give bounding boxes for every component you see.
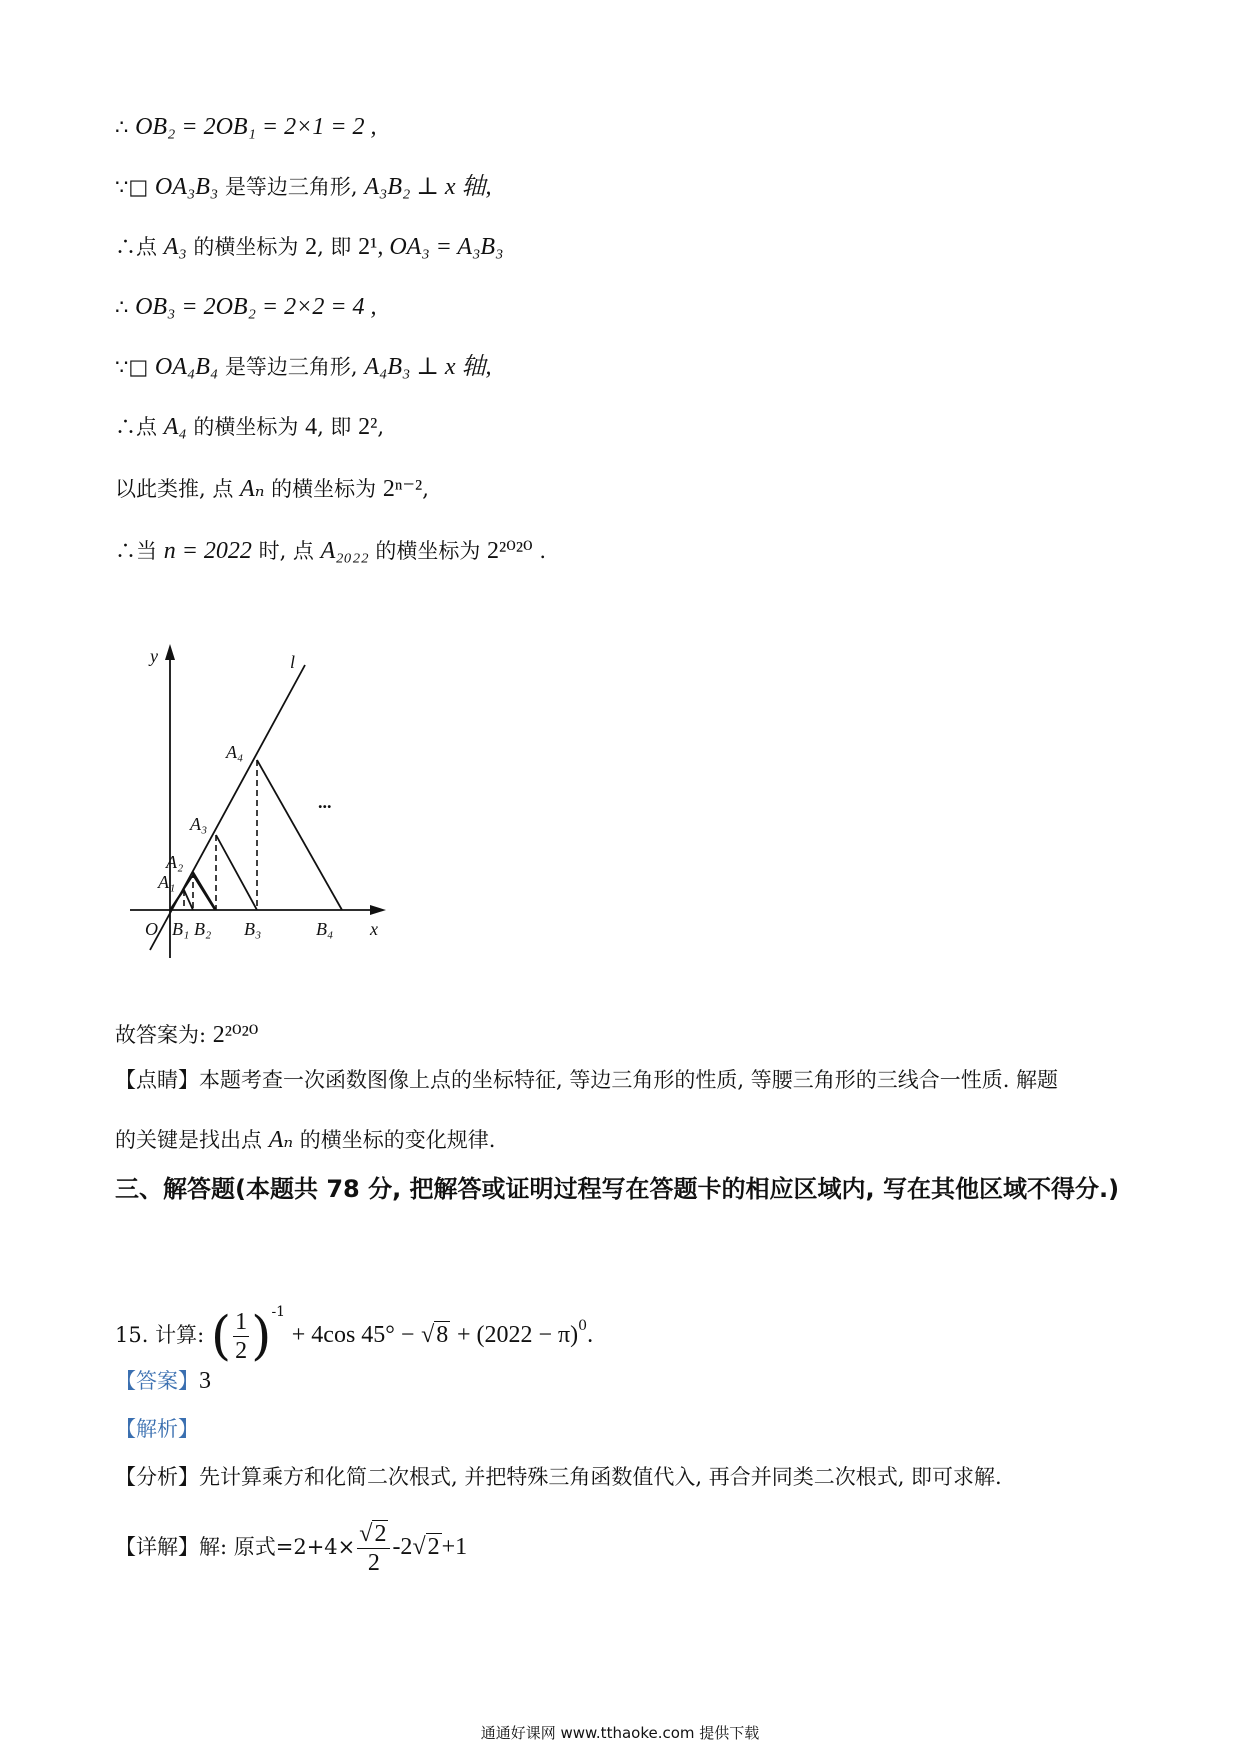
point-word: 点	[136, 415, 157, 439]
detail-tag: 【详解】	[115, 1535, 199, 1559]
therefore-symbol: ∴	[115, 295, 129, 319]
equation-text: , OA₃ = A₃B₃	[377, 234, 504, 260]
period: .	[539, 539, 547, 563]
therefore-symbol: ∴	[115, 235, 136, 259]
point-label: A₄	[163, 414, 187, 440]
point-label: Aₙ	[268, 1127, 294, 1153]
therefore-symbol: ∴	[115, 115, 129, 139]
answer-block	[115, 1366, 211, 1396]
perpendicular-text: A₄B₃ ⊥ x 轴,	[364, 354, 492, 380]
solution-line-7	[115, 474, 429, 504]
when-text: 当	[136, 539, 157, 563]
fraction-numerator: √2	[357, 1520, 390, 1549]
left-paren: (	[210, 1306, 232, 1367]
power: 2²⁰²⁰	[487, 538, 533, 564]
therefore-symbol: ∴	[115, 539, 136, 563]
detail-text: 解: 原式=2+4×	[199, 1535, 356, 1559]
final-answer-line	[115, 1020, 258, 1050]
line-l	[150, 665, 305, 950]
equation-text: OB₂ = 2OB₁ = 2×1 = 2 ,	[135, 114, 377, 140]
label-b1: B₁	[172, 919, 190, 939]
edge-a3b3	[216, 835, 257, 910]
sqrt-radicand: 2	[427, 1534, 440, 1560]
value: 2	[305, 234, 318, 260]
point-word: 时, 点	[258, 539, 314, 563]
abscissa-text: 的横坐标为	[193, 235, 299, 259]
comment-line-2	[115, 1125, 495, 1155]
solution-line-4	[115, 292, 377, 322]
label-o: O	[145, 919, 158, 939]
sqrt-radicand: 2	[374, 1521, 387, 1547]
label-b2: B₂	[194, 919, 212, 939]
edge-a4b4	[257, 760, 342, 910]
label-b4: B₄	[316, 919, 334, 939]
edge-a2b2	[193, 872, 216, 910]
analogy-text: 以此类推, 点	[115, 477, 234, 501]
point-word: 点	[136, 235, 157, 259]
comment-line-1	[115, 1065, 1058, 1095]
solution-line-6	[115, 412, 384, 442]
sqrt-sign: √	[412, 1534, 426, 1560]
comma: ,	[377, 415, 385, 439]
label-b3: B₃	[244, 919, 262, 939]
question-15	[115, 1282, 594, 1367]
fenxi-block	[115, 1462, 1002, 1492]
analysis-block	[115, 1414, 199, 1444]
expression-text: + 4cos 45° −	[291, 1322, 415, 1348]
right-paren: )	[251, 1306, 272, 1367]
solution-line-1	[115, 112, 377, 142]
period: .	[587, 1322, 594, 1348]
point-label: Aₙ	[240, 476, 265, 502]
fraction	[233, 1308, 249, 1365]
fraction-denominator: 2	[367, 1550, 380, 1576]
answer-value: 2²⁰²⁰	[212, 1022, 259, 1048]
because-symbol: ∵	[115, 355, 129, 379]
comment-text: 的横坐标的变化规律.	[299, 1128, 496, 1152]
analysis-tag: 【解析】	[115, 1417, 199, 1441]
power: 2ⁿ⁻²	[382, 476, 423, 502]
point-label: A₂₀₂₂	[320, 538, 369, 564]
answer-value: 3	[199, 1368, 211, 1394]
triangle-box-symbol: □	[128, 175, 149, 199]
power: 2²	[358, 414, 378, 440]
comment-text: 本题考查一次函数图像上点的坐标特征, 等边三角形的性质, 等腰三角形的三线合一性质. 解题	[199, 1068, 1059, 1092]
fraction-numerator: 1	[235, 1309, 248, 1335]
triangle-name: OA₃B₃	[154, 174, 219, 200]
label-y: y	[150, 646, 158, 666]
fenxi-text: 先计算乘方和化简二次根式, 并把特殊三角函数值代入, 再合并同类二次根式, 即可求解.	[199, 1465, 1002, 1489]
label-x: x	[370, 919, 378, 939]
expression-text: + (2022 − π)	[456, 1322, 579, 1348]
label-continuation: ...	[318, 792, 332, 812]
abscissa-text: 的横坐标为	[271, 477, 377, 501]
detail-text: +1	[441, 1534, 468, 1560]
abscissa-text: 的横坐标为	[193, 415, 299, 439]
solution-line-2	[115, 172, 492, 202]
fenxi-tag: 【分析】	[115, 1465, 199, 1489]
exponent: 0	[578, 1318, 588, 1334]
point-label: A₃	[163, 234, 187, 260]
equilateral-text: 是等边三角形,	[224, 355, 358, 379]
because-symbol: ∵	[115, 175, 129, 199]
label-a4: A₄	[226, 742, 244, 762]
geometry-figure	[130, 640, 400, 960]
sqrt-radicand: 8	[436, 1322, 449, 1348]
therefore-symbol: ∴	[115, 415, 136, 439]
power: 2¹	[358, 234, 378, 260]
solution-line-8	[115, 536, 546, 566]
page-footer: 通通好课网 www.tthaoke.com 提供下载	[480, 1724, 760, 1742]
comment-text: 的关键是找出点	[115, 1128, 262, 1152]
label-a2: A₂	[166, 852, 184, 872]
y-axis-arrow	[165, 644, 175, 660]
equilateral-text: 是等边三角形,	[224, 175, 358, 199]
equation-text: OB₃ = 2OB₂ = 2×2 = 4 ,	[135, 294, 377, 320]
label-l: l	[290, 652, 296, 672]
solution-line-3	[115, 232, 503, 262]
value: 4	[305, 414, 318, 440]
label-a1: A₁	[158, 872, 176, 892]
answer-tag: 【答案】	[115, 1369, 199, 1393]
comment-tag: 【点睛】	[115, 1068, 199, 1092]
fraction-denominator: 2	[235, 1338, 248, 1364]
ie-text: , 即	[317, 415, 352, 439]
exponent: -1	[271, 1304, 286, 1320]
detail-text: -2	[392, 1534, 413, 1560]
answer-label: 故答案为:	[115, 1023, 207, 1047]
abscissa-text: 的横坐标为	[375, 539, 481, 563]
label-a3: A₃	[190, 814, 208, 834]
section-heading: 三、解答题(本题共 78 分, 把解答或证明过程写在答题卡的相应区域内, 写在其他区域不得分.)	[115, 1175, 1120, 1203]
ie-text: , 即	[317, 235, 352, 259]
fraction	[357, 1520, 390, 1577]
perpendicular-text: A₃B₂ ⊥ x 轴,	[364, 174, 492, 200]
solution-line-5	[115, 352, 492, 382]
n-equation: n = 2022	[163, 538, 252, 564]
detail-block	[115, 1515, 467, 1579]
comma: ,	[422, 477, 429, 501]
question-number: 15. 计算:	[115, 1323, 205, 1347]
triangle-box-symbol: □	[128, 355, 149, 379]
x-axis-arrow	[370, 905, 386, 915]
triangle-name: OA₄B₄	[154, 354, 219, 380]
sqrt-sign: √	[421, 1322, 435, 1348]
